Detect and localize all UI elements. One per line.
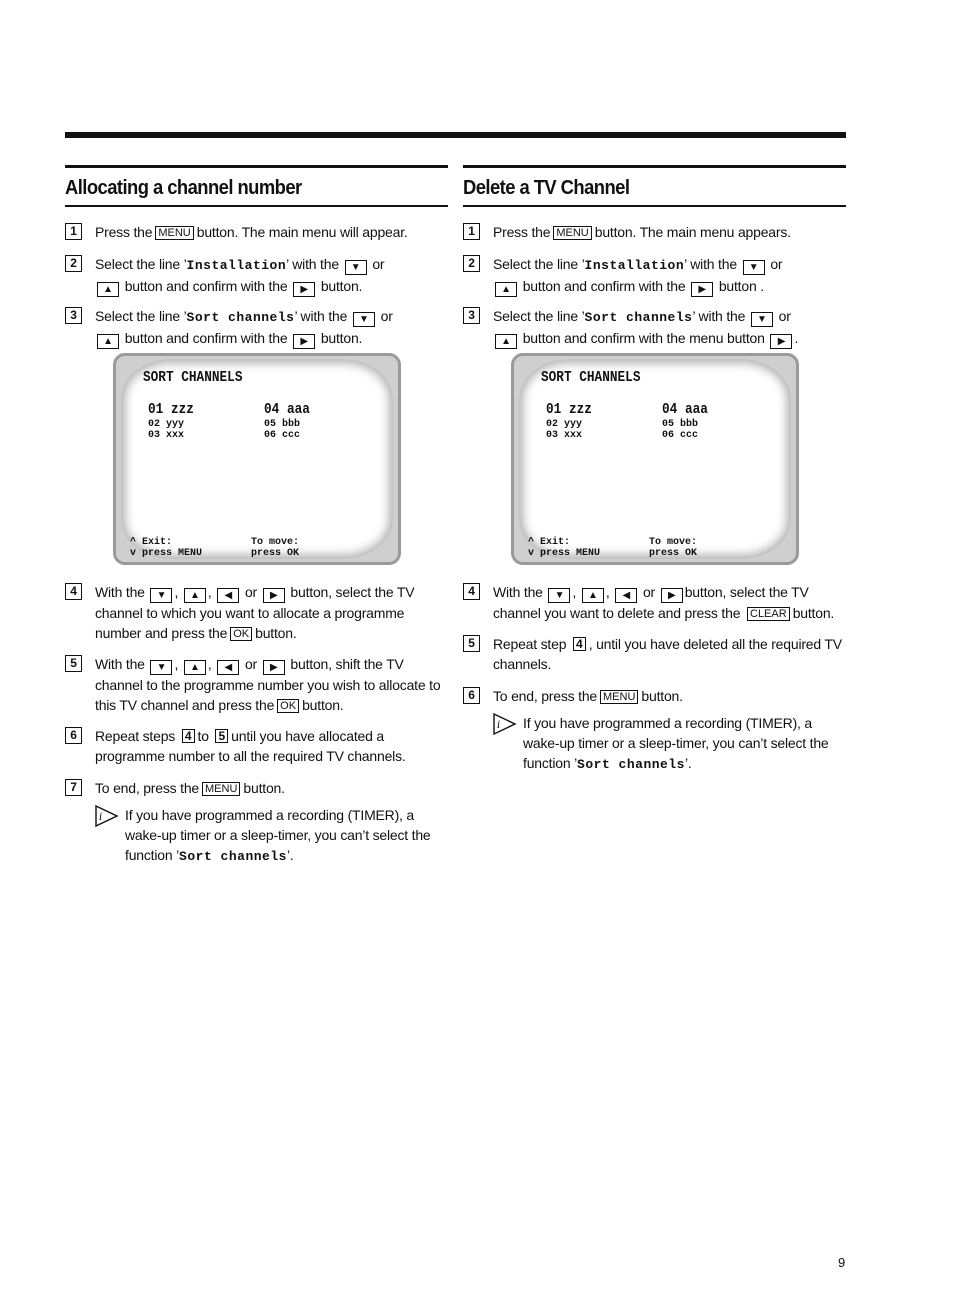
right-arrow-icon: ▶: [770, 334, 792, 349]
up-arrow-icon: ▲: [184, 588, 206, 603]
up-arrow-icon: ▲: [184, 660, 206, 675]
section-title: Delete a TV Channel: [463, 177, 630, 199]
top-rule: [65, 132, 846, 138]
step-number: 2: [65, 255, 82, 272]
page-number: 9: [838, 1255, 846, 1270]
left-arrow-icon: ◀: [615, 588, 637, 603]
up-arrow-icon: ▲: [97, 282, 119, 297]
tv-title: SORT CHANNELS: [143, 369, 243, 386]
down-arrow-icon: ▼: [353, 312, 375, 327]
step-number: 6: [463, 687, 480, 704]
section-title: Allocating a channel number: [65, 177, 302, 199]
step-number: 1: [65, 223, 82, 240]
step-number: 6: [65, 727, 82, 744]
step-number: 1: [463, 223, 480, 240]
up-arrow-icon: ▲: [495, 282, 517, 297]
step-number: 5: [463, 635, 480, 652]
clear-key: CLEAR: [747, 607, 790, 621]
down-arrow-icon: ▼: [345, 260, 367, 275]
menu-key: MENU: [553, 226, 591, 240]
title-rule-bottom: [65, 205, 448, 207]
menu-key: MENU: [600, 690, 638, 704]
left-arrow-icon: ◀: [217, 660, 239, 675]
right-arrow-icon: ▶: [691, 282, 713, 297]
svg-text:i: i: [497, 720, 501, 731]
info-icon: [95, 805, 119, 827]
step-number: 7: [65, 779, 82, 796]
svg-text:i: i: [99, 812, 103, 823]
ok-key: OK: [230, 627, 252, 641]
right-arrow-icon: ▶: [263, 660, 285, 675]
down-arrow-icon: ▼: [150, 588, 172, 603]
left-arrow-icon: ◀: [217, 588, 239, 603]
step-number: 4: [65, 583, 82, 600]
down-arrow-icon: ▼: [548, 588, 570, 603]
up-arrow-icon: ▲: [97, 334, 119, 349]
info-icon: [493, 713, 517, 735]
step-number: 5: [65, 655, 82, 672]
title-rule-bottom: [463, 205, 846, 207]
step-number: 3: [463, 307, 480, 324]
section-delete: [463, 165, 846, 207]
ok-key: OK: [277, 699, 299, 713]
down-arrow-icon: ▼: [743, 260, 765, 275]
menu-key: MENU: [202, 782, 240, 796]
menu-key: MENU: [155, 226, 193, 240]
tv-title: SORT CHANNELS: [541, 369, 641, 386]
down-arrow-icon: ▼: [150, 660, 172, 675]
down-arrow-icon: ▼: [751, 312, 773, 327]
step-number: 2: [463, 255, 480, 272]
right-arrow-icon: ▶: [263, 588, 285, 603]
right-arrow-icon: ▶: [661, 588, 683, 603]
section-allocating: [65, 165, 448, 207]
up-arrow-icon: ▲: [495, 334, 517, 349]
right-arrow-icon: ▶: [293, 282, 315, 297]
up-arrow-icon: ▲: [582, 588, 604, 603]
step-number: 4: [463, 583, 480, 600]
tv-screen-left: SORT CHANNELS 01 zzz 02 yyy 03 xxx 04 aaa 05 bbb 06 ccc ^ Exit: v press MENU To move: press OK: [113, 353, 401, 565]
tv-screen-right: SORT CHANNELS 01 zzz 02 yyy 03 xxx 04 aaa 05 bbb 06 ccc ^ Exit: v press MENU To move: press OK: [511, 353, 799, 565]
right-arrow-icon: ▶: [293, 334, 315, 349]
step-number: 3: [65, 307, 82, 324]
